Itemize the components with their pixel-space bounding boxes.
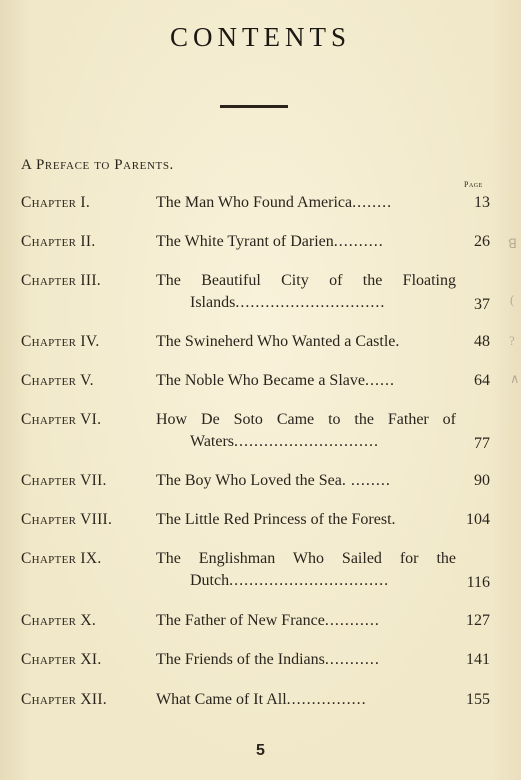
chapter-label: Chapter II. (21, 233, 96, 250)
page-number: 127 (466, 612, 490, 629)
page-number: 13 (474, 194, 490, 211)
page-number: 141 (466, 651, 490, 668)
chapter-title-continued: Dutch................................ (190, 572, 390, 589)
pencil-mark: ∧ (510, 371, 520, 386)
chapter-title: The Man Who Found America........ (156, 194, 393, 211)
page-number: 104 (466, 511, 490, 528)
page-number: 155 (466, 691, 490, 708)
chapter-label: Chapter X. (21, 612, 97, 629)
chapter-label: Chapter V. (21, 372, 94, 389)
chapter-label: Chapter IX. (21, 550, 102, 567)
page-folio: 5 (256, 742, 265, 759)
preface-entry: A Preface to Parents. (21, 157, 174, 173)
page-number: 77 (474, 435, 490, 452)
chapter-label: Chapter III. (21, 272, 101, 289)
chapter-label: Chapter VII. (21, 472, 107, 489)
page-column-heading: Page (464, 180, 483, 189)
pencil-mark: ? (509, 333, 515, 348)
chapter-title-continued: Waters............................. (190, 433, 380, 450)
page-title: CONTENTS (170, 22, 351, 52)
title-rule (220, 105, 288, 108)
chapter-label: Chapter VIII. (21, 511, 113, 528)
page-number: 26 (474, 233, 490, 250)
pencil-mark: ( (510, 292, 515, 307)
page-number: 90 (474, 472, 490, 489)
chapter-title: The White Tyrant of Darien.......... (156, 233, 384, 250)
chapter-label: Chapter XI. (21, 651, 102, 668)
chapter-title: The Noble Who Became a Slave...... (156, 372, 395, 389)
chapter-title: The Boy Who Loved the Sea. ........ (156, 472, 391, 489)
page-number: 64 (474, 372, 490, 389)
pencil-mark: ꓭ (508, 236, 517, 251)
chapter-label: Chapter I. (21, 194, 91, 211)
chapter-label: Chapter VI. (21, 411, 102, 428)
chapter-title: The Englishman Who Sailed for the (156, 550, 456, 567)
chapter-title: The Little Red Princess of the Forest. (156, 511, 396, 528)
chapter-label: Chapter XII. (21, 691, 107, 708)
chapter-title: The Friends of the Indians........... (156, 651, 380, 668)
chapter-title: The Beautiful City of the Floating (156, 272, 456, 289)
chapter-label: Chapter IV. (21, 333, 100, 350)
chapter-title: How De Soto Came to the Father of (156, 411, 456, 428)
chapter-title: The Swineherd Who Wanted a Castle. (156, 333, 400, 350)
chapter-title-continued: Islands.............................. (190, 294, 386, 311)
chapter-title: What Came of It All................ (156, 691, 367, 708)
page-number: 48 (474, 333, 490, 350)
page-number: 116 (466, 574, 490, 591)
chapter-title: The Father of New France........... (156, 612, 380, 629)
page-number: 37 (474, 296, 490, 313)
